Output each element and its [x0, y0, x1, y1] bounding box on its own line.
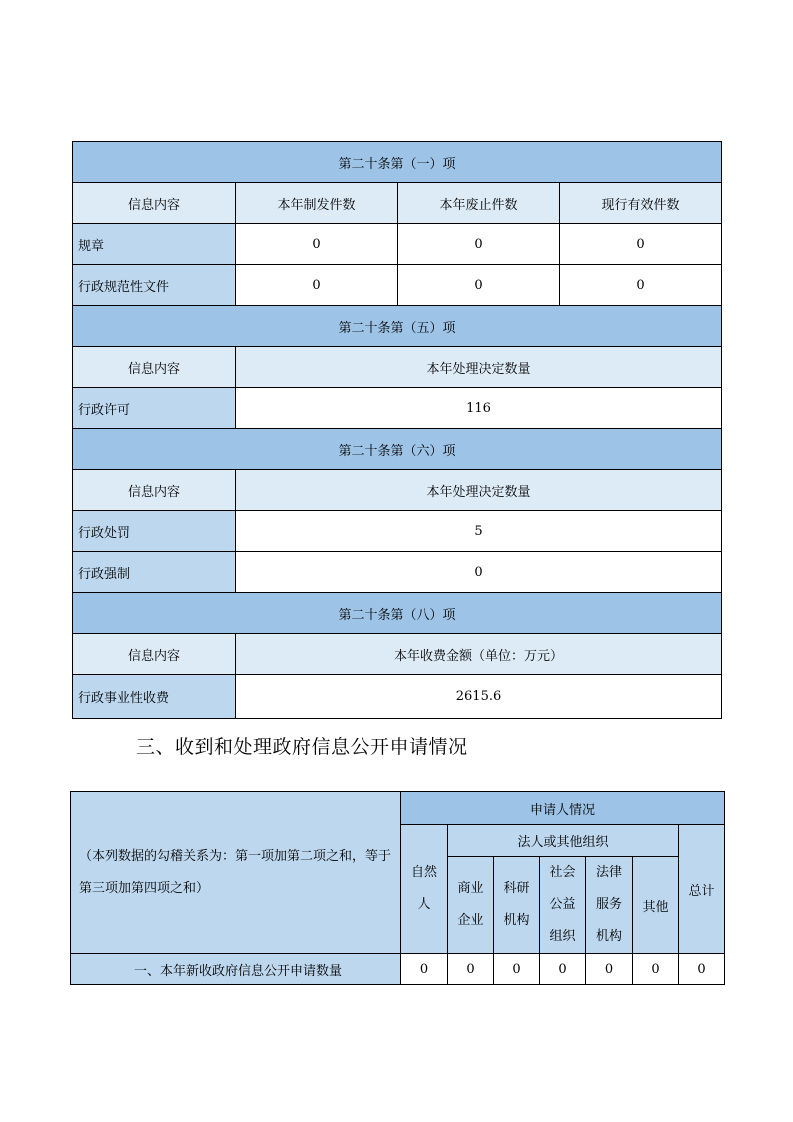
- column-header: 信息内容: [73, 347, 236, 388]
- table-cell: 0: [236, 552, 722, 593]
- disclosure-table-article-20: [72, 141, 722, 719]
- header-line: 机构: [503, 913, 530, 928]
- column-header: 信息内容: [73, 634, 236, 675]
- table-cell: 0: [633, 954, 679, 985]
- table-cell: 2615.6: [236, 675, 722, 719]
- column-header: 本年收费金额（单位：万元）: [236, 634, 722, 675]
- row-label: 行政处罚: [73, 511, 236, 552]
- row-label: 一、本年新收政府信息公开申请数量: [71, 954, 401, 985]
- row-label: 行政强制: [73, 552, 236, 593]
- section-title: 三、收到和处理政府信息公开申请情况: [136, 736, 468, 758]
- header-line: 人: [417, 897, 431, 912]
- header-line: 公益: [549, 897, 576, 912]
- row-label: 行政规范性文件: [73, 265, 236, 306]
- application-stats-table: [70, 791, 725, 985]
- table-cell: 0: [560, 224, 722, 265]
- calculation-note: （本列数据的勾稽关系为：第一项加第二项之和，等于第三项加第四项之和）: [71, 792, 401, 954]
- other-header: 其他: [633, 857, 679, 954]
- table-cell: 0: [560, 265, 722, 306]
- row-label: 规章: [73, 224, 236, 265]
- social-header: [540, 857, 586, 954]
- column-header: 本年处理决定数量: [236, 470, 722, 511]
- row-label: 行政事业性收费: [73, 675, 236, 719]
- table-cell: 0: [540, 954, 586, 985]
- business-header: [448, 857, 494, 954]
- header-line: 自然: [410, 865, 437, 880]
- table-cell: 0: [494, 954, 540, 985]
- legal-service-header: [586, 857, 633, 954]
- header-line: 科研: [503, 881, 530, 896]
- table-cell: 0: [586, 954, 633, 985]
- column-header: 本年废止件数: [398, 183, 560, 224]
- research-header: [494, 857, 540, 954]
- table-cell: 0: [398, 224, 560, 265]
- header-line: 商业: [457, 881, 484, 896]
- table-cell: 0: [679, 954, 725, 985]
- section-header: 第二十条第（六）项: [73, 429, 722, 470]
- row-label: 行政许可: [73, 388, 236, 429]
- table-cell: 116: [236, 388, 722, 429]
- table-cell: 0: [401, 954, 448, 985]
- table-cell: 0: [398, 265, 560, 306]
- table-cell: 0: [236, 265, 398, 306]
- header-line: 组织: [549, 929, 576, 944]
- header-line: 服务: [595, 897, 622, 912]
- header-line: 企业: [457, 913, 484, 928]
- header-line: 社会: [549, 865, 576, 880]
- section-header: 第二十条第（一）项: [73, 142, 722, 183]
- column-header: 信息内容: [73, 183, 236, 224]
- table-cell: 0: [236, 224, 398, 265]
- header-line: 机构: [595, 929, 622, 944]
- legal-org-header: 法人或其他组织: [448, 825, 679, 857]
- header-line: 法律: [595, 865, 622, 880]
- section-header: 第二十条第（八）项: [73, 593, 722, 634]
- total-header: 总计: [679, 825, 725, 954]
- column-header: 信息内容: [73, 470, 236, 511]
- applicant-header: 申请人情况: [401, 792, 725, 825]
- column-header: 本年处理决定数量: [236, 347, 722, 388]
- section-header: 第二十条第（五）项: [73, 306, 722, 347]
- natural-person-header: [401, 825, 448, 954]
- table-cell: 5: [236, 511, 722, 552]
- column-header: 现行有效件数: [560, 183, 722, 224]
- table-cell: 0: [448, 954, 494, 985]
- column-header: 本年制发件数: [236, 183, 398, 224]
